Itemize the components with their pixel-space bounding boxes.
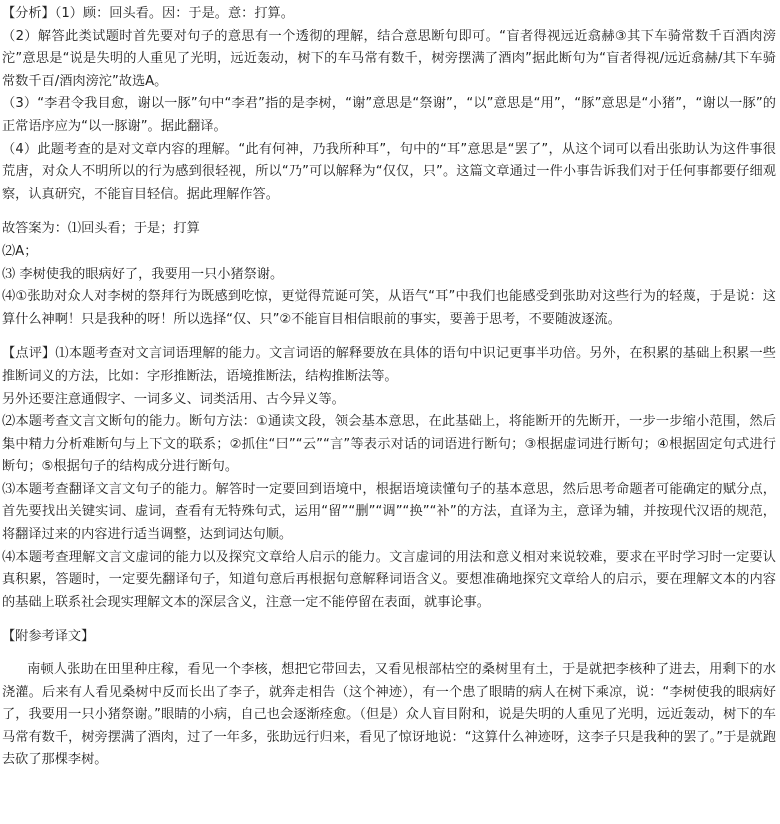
answer-section (2, 218, 776, 331)
translation-heading: 【附参考译文】 (2, 629, 95, 645)
analysis-paragraph-1: 【分析】（1）顾：回头看。因：于是。意：打算。 (2, 6, 294, 21)
comment-paragraph-4: ⑶本题考查翻译文言文句子的能力。解答时一定要回到语境中，根据语境读懂句子的基本意思，然后思考命题者可能确定的赋分点，首先要找出关键实词、虚词，查看有无特殊句式，运用“留”“删”“调”“换”“补”的方法，直译为主，意译为辅，并按现代汉语的规范，将翻译过来的内容进行适当调整，达到词达句顺。 (2, 481, 776, 543)
analysis-paragraph-4: （4）此题考查的是对文章内容的理解。“此有何神，乃我所种耳”，句中的“耳”意思是“罢了”，从这个词可以看出张助认为这件事很荒唐，对众人不明所以的行为感到很轻视，所以“乃”可以解释为“仅仅，只”。这篇文章通过一件小事告诉我们对于任何事都要仔细观察，认真研究，不能盲目轻信。据此理解作答。 (2, 141, 776, 202)
answer-line-2: ⑵A； (2, 243, 38, 259)
answer-line-4: ⑷①张助对众人对李树的祭拜行为既感到吃惊，更觉得荒诞可笑，从语气“耳”中我们也能感受到张助对这些行为的轻蔑，于是说：这算什么神啊！只是我种的呀！所以选择“仅、只”②不能盲目相信眼前的事实，要善于思考，不要随波逐流。 (2, 289, 776, 327)
spacer (2, 614, 776, 626)
analysis-section (2, 3, 776, 206)
translation-section (2, 626, 776, 772)
comment-paragraph-1: 【点评】⑴本题考查对文言词语理解的能力。文言词语的解释要放在具体的语句中识记更事半功倍。另外，在积累的基础上积累一些推断词义的方法，比如：字形推断法，语境推断法，结构推断法等。 (2, 346, 776, 384)
comment-paragraph-5: ⑷本题考查理解文言文虚词的能力以及探究文章给人启示的能力。文言虚词的用法和意义相对来说较难，要求在平时学习时一定要认真积累，答题时，一定要先翻译句子，知道句意后再根据句意解释词语含义。要想准确地探究文章给人的启示，要在理解文本的内容的基础上联系社会现实理解文本的深层含义，注意一定不能停留在表面，就事论事。 (2, 549, 776, 610)
comment-paragraph-3: ⑵本题考查文言文断句的能力。断句方法：①通读文段，领会基本意思，在此基础上，将能断开的先断开，一步一步缩小范围，然后集中精力分析难断句与上下文的联系；②抓住“曰”“云”“言”等表示对话的词语进行断句；③根据虚词进行断句；④根据固定句式进行断句；⑤根据句子的结构成分进行断句。 (2, 414, 776, 475)
spacer (2, 331, 776, 343)
spacer (2, 649, 776, 659)
comment-section (2, 343, 776, 614)
comment-paragraph-2: 另外还要注意通假字、一词多义、词类活用、古今异义等。 (2, 391, 345, 407)
answer-line-3: ⑶ 李树使我的眼病好了，我要用一只小猪祭谢。 (2, 266, 284, 282)
analysis-paragraph-3: （3）“李君令我目愈，谢以一豚”句中“李君”指的是李树，“谢”意思是“祭谢”，“以”意思是“用”，“豚”意思是“小猪”，“谢以一豚”的正常语序应为“以一豚谢”。据此翻译。 (2, 96, 776, 134)
answer-line-1: 故答案为：⑴回头看；于是；打算 (2, 221, 200, 237)
analysis-paragraph-2: （2）解答此类试题时首先要对句子的意思有一个透彻的理解，结合意思断句即可。“盲者得视远近翕赫③其下车骑常数千百酒肉滂沱”意思是“说是失明的人重见了光明，远近轰动，树下的车马常有数千，树旁摆满了酒肉”据此断句为“盲者得视/远近翕赫/其下车骑常数千百/酒肉滂沱”故选A。 (2, 28, 776, 89)
translation-body: 南顿人张助在田里种庄稼，看见一个李核，想把它带回去，又看见根部枯空的桑树里有土，于是就把李核种了进去，用剩下的水浇灌。后来有人看见桑树中反而长出了李子，就奔走相告（这个神迹），有一个患了眼睛的病人在树下乘凉，说：“李树使我的眼病好了，我要用一只小猪祭谢。”眼睛的小病，自己也会逐渐痊愈。（但是）众人盲目附和，说是失明的人重见了光明，远近轰动，树下的车马常有数千，树旁摆满了酒肉，过了一年多，张助远行归来，看见了惊讶地说：“这算什么神迹呀，这李子只是我种的罢了。”于是就跑去砍了那棵李树。 (2, 662, 776, 768)
spacer (2, 206, 776, 218)
